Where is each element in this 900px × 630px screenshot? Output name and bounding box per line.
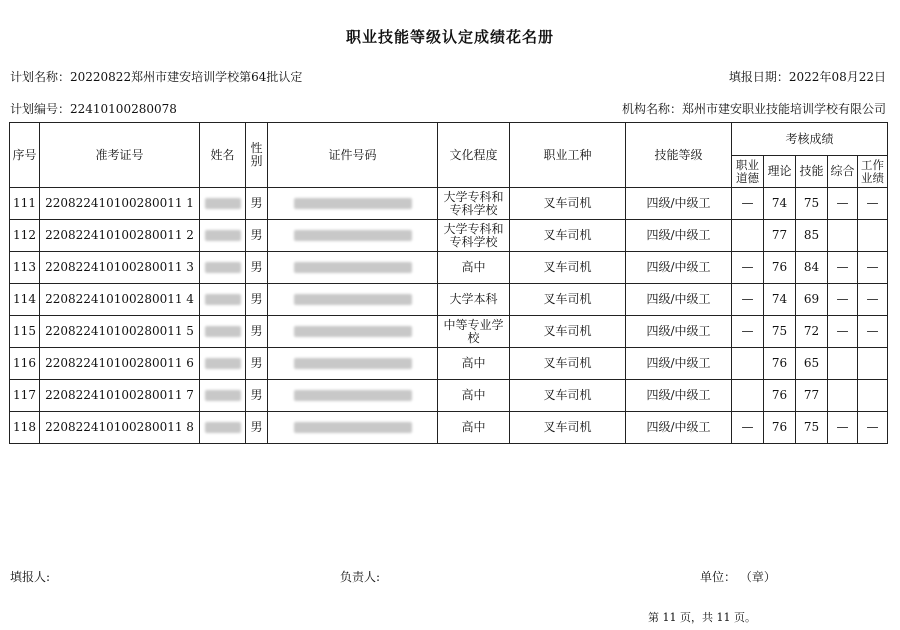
redacted-id (294, 390, 412, 401)
cell-level: 四级/中级工 (626, 348, 732, 380)
cell-id-redacted (268, 316, 438, 348)
score-roster-table (9, 122, 888, 444)
header-theory: 理论 (764, 156, 796, 188)
header-comprehensive: 综合 (828, 156, 858, 188)
cell-level: 四级/中级工 (626, 316, 732, 348)
cell-exam-no: 220822410100280011 2 (40, 220, 200, 252)
cell-level: 四级/中级工 (626, 252, 732, 284)
redacted-id (294, 230, 412, 241)
cell-seq: 111 (10, 188, 40, 220)
cell-name-redacted (200, 316, 246, 348)
plan-number: 计划编号：22410100280078 (10, 102, 177, 116)
cell-gender: 男 (246, 412, 268, 444)
cell-occupation: 叉车司机 (510, 252, 626, 284)
cell-skill: 69 (796, 284, 828, 316)
cell-seq: 117 (10, 380, 40, 412)
table-row (10, 316, 888, 348)
cell-education: 中等专业学校 (438, 316, 510, 348)
cell-skill: 84 (796, 252, 828, 284)
table-row (10, 380, 888, 412)
cell-education: 大学专科和专科学校 (438, 188, 510, 220)
cell-id-redacted (268, 348, 438, 380)
cell-education: 高中 (438, 412, 510, 444)
unit-seal-label: 单位： （章） (700, 570, 776, 584)
header-occupation: 职业工种 (510, 123, 626, 188)
cell-comprehensive: — (828, 188, 858, 220)
table-row (10, 348, 888, 380)
cell-seq: 113 (10, 252, 40, 284)
header-ethics: 职业道德 (732, 156, 764, 188)
cell-theory: 76 (764, 252, 796, 284)
cell-gender: 男 (246, 220, 268, 252)
cell-ethics: — (732, 412, 764, 444)
cell-skill: 77 (796, 380, 828, 412)
cell-level: 四级/中级工 (626, 284, 732, 316)
cell-comprehensive: — (828, 284, 858, 316)
cell-education: 高中 (438, 380, 510, 412)
header-id-no: 证件号码 (268, 123, 438, 188)
cell-ethics (732, 380, 764, 412)
cell-gender: 男 (246, 380, 268, 412)
redacted-name (205, 358, 241, 369)
redacted-id (294, 326, 412, 337)
cell-comprehensive: — (828, 252, 858, 284)
cell-name-redacted (200, 252, 246, 284)
cell-ethics: — (732, 284, 764, 316)
cell-seq: 112 (10, 220, 40, 252)
responsible-label: 负责人: (340, 570, 381, 584)
institution-name: 机构名称：郑州市建安职业技能培训学校有限公司 (621, 102, 886, 116)
cell-exam-no: 220822410100280011 5 (40, 316, 200, 348)
cell-theory: 74 (764, 188, 796, 220)
cell-comprehensive (828, 348, 858, 380)
cell-seq: 118 (10, 412, 40, 444)
page-number: 第 11 页，共 11 页。 (648, 611, 756, 624)
redacted-name (205, 390, 241, 401)
cell-education: 大学专科和专科学校 (438, 220, 510, 252)
cell-occupation: 叉车司机 (510, 220, 626, 252)
cell-occupation: 叉车司机 (510, 412, 626, 444)
cell-gender: 男 (246, 316, 268, 348)
cell-skill: 65 (796, 348, 828, 380)
redacted-id (294, 422, 412, 433)
redacted-id (294, 198, 412, 209)
cell-id-redacted (268, 412, 438, 444)
cell-id-redacted (268, 188, 438, 220)
cell-ethics (732, 348, 764, 380)
cell-gender: 男 (246, 188, 268, 220)
cell-exam-no: 220822410100280011 6 (40, 348, 200, 380)
cell-level: 四级/中级工 (626, 380, 732, 412)
cell-exam-no: 220822410100280011 1 (40, 188, 200, 220)
cell-performance: — (858, 412, 888, 444)
cell-theory: 75 (764, 316, 796, 348)
cell-occupation: 叉车司机 (510, 348, 626, 380)
header-exam-no: 准考证号 (40, 123, 200, 188)
table-row (10, 252, 888, 284)
redacted-name (205, 230, 241, 241)
cell-skill: 75 (796, 412, 828, 444)
cell-gender: 男 (246, 284, 268, 316)
table-row (10, 284, 888, 316)
cell-occupation: 叉车司机 (510, 316, 626, 348)
cell-name-redacted (200, 220, 246, 252)
redacted-name (205, 422, 241, 433)
header-scores-group: 考核成绩 (732, 123, 888, 156)
redacted-id (294, 294, 412, 305)
cell-performance: — (858, 316, 888, 348)
redacted-id (294, 358, 412, 369)
cell-id-redacted (268, 220, 438, 252)
cell-performance (858, 220, 888, 252)
cell-theory: 76 (764, 380, 796, 412)
cell-seq: 116 (10, 348, 40, 380)
cell-exam-no: 220822410100280011 4 (40, 284, 200, 316)
table-row (10, 412, 888, 444)
cell-exam-no: 220822410100280011 3 (40, 252, 200, 284)
cell-exam-no: 220822410100280011 7 (40, 380, 200, 412)
cell-name-redacted (200, 380, 246, 412)
header-skill: 技能 (796, 156, 828, 188)
cell-performance (858, 348, 888, 380)
cell-comprehensive (828, 220, 858, 252)
header-seq: 序号 (10, 123, 40, 188)
cell-skill: 72 (796, 316, 828, 348)
cell-performance: — (858, 252, 888, 284)
cell-comprehensive: — (828, 412, 858, 444)
cell-level: 四级/中级工 (626, 220, 732, 252)
header-performance: 工作业绩 (858, 156, 888, 188)
cell-gender: 男 (246, 348, 268, 380)
redacted-name (205, 198, 241, 209)
header-education: 文化程度 (438, 123, 510, 188)
plan-name: 计划名称：20220822郑州市建安培训学校第64批认定 (10, 70, 303, 84)
cell-theory: 76 (764, 412, 796, 444)
cell-occupation: 叉车司机 (510, 188, 626, 220)
cell-seq: 115 (10, 316, 40, 348)
cell-ethics (732, 220, 764, 252)
cell-level: 四级/中级工 (626, 412, 732, 444)
cell-name-redacted (200, 348, 246, 380)
redacted-id (294, 262, 412, 273)
cell-gender: 男 (246, 252, 268, 284)
cell-occupation: 叉车司机 (510, 380, 626, 412)
redacted-name (205, 262, 241, 273)
cell-theory: 74 (764, 284, 796, 316)
cell-name-redacted (200, 284, 246, 316)
cell-skill: 75 (796, 188, 828, 220)
header-name: 姓名 (200, 123, 246, 188)
filler-label: 填报人: (10, 570, 51, 584)
cell-theory: 77 (764, 220, 796, 252)
cell-occupation: 叉车司机 (510, 284, 626, 316)
cell-id-redacted (268, 284, 438, 316)
report-date: 填报日期：2022年08月22日 (728, 70, 886, 84)
cell-theory: 76 (764, 348, 796, 380)
cell-exam-no: 220822410100280011 8 (40, 412, 200, 444)
cell-comprehensive: — (828, 316, 858, 348)
cell-education: 大学本科 (438, 284, 510, 316)
cell-education: 高中 (438, 348, 510, 380)
cell-comprehensive (828, 380, 858, 412)
redacted-name (205, 294, 241, 305)
cell-level: 四级/中级工 (626, 188, 732, 220)
header-skill-level: 技能等级 (626, 123, 732, 188)
cell-performance (858, 380, 888, 412)
cell-name-redacted (200, 188, 246, 220)
cell-id-redacted (268, 252, 438, 284)
cell-name-redacted (200, 412, 246, 444)
cell-ethics: — (732, 316, 764, 348)
cell-performance: — (858, 188, 888, 220)
table-row (10, 188, 888, 220)
cell-skill: 85 (796, 220, 828, 252)
cell-ethics: — (732, 252, 764, 284)
cell-education: 高中 (438, 252, 510, 284)
cell-seq: 114 (10, 284, 40, 316)
header-gender: 性别 (246, 123, 268, 188)
page-title: 职业技能等级认定成绩花名册 (345, 28, 554, 46)
cell-id-redacted (268, 380, 438, 412)
table-row (10, 220, 888, 252)
cell-performance: — (858, 284, 888, 316)
cell-ethics: — (732, 188, 764, 220)
redacted-name (205, 326, 241, 337)
